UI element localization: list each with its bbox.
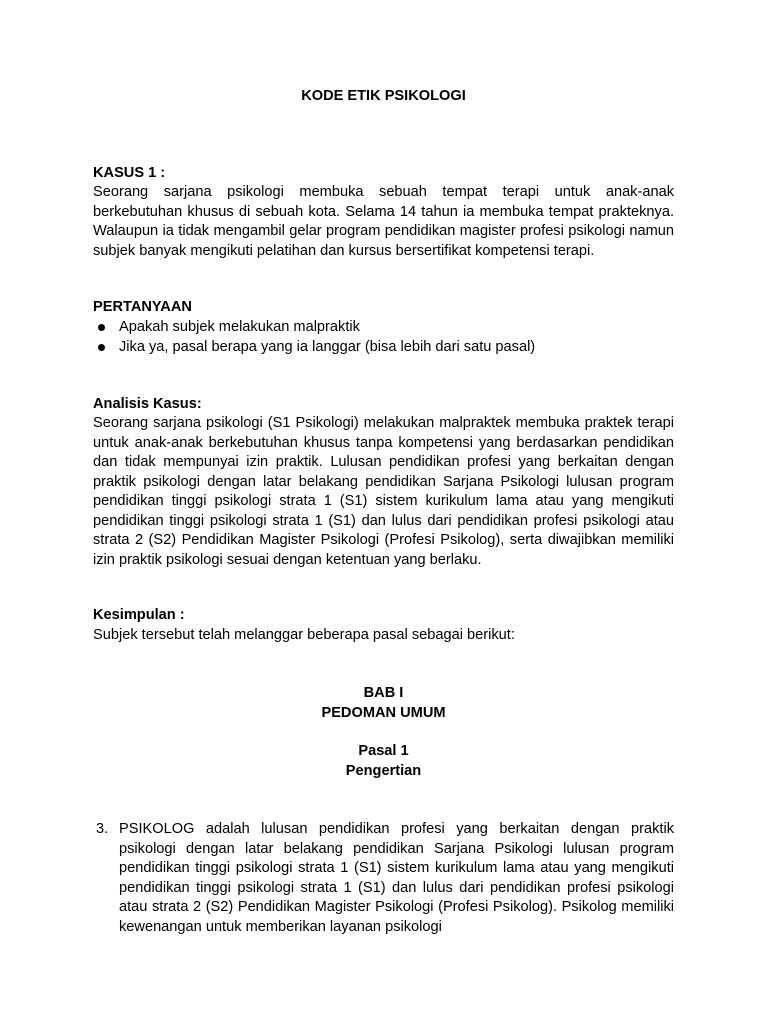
bab-number: BAB I	[363, 685, 404, 701]
kasus-body: Seorang sarjana psikologi membuka sebuah tempat terapi untuk anak-anak berkebutuhan khusus di sebuah kota. Selama 14 tahun ia membuka tempat prakteknya. Walaupun ia tidak mengambil gelar program pendidikan magister profesi psikologi namun subjek banyak mengikuti pelatihan dan kursus bersertifikat kompetensi terapi.	[93, 184, 674, 259]
bab-title: PEDOMAN UMUM	[321, 705, 446, 721]
pertanyaan-heading: PERTANYAAN	[93, 299, 192, 315]
analisis-body: Seorang sarjana psikologi (S1 Psikologi) melakukan malpraktek membuka praktek terapi untuk anak-anak berkebutuhan khusus tanpa kompetensi yang berdasarkan pendidikan dan tidak mempunyai izin praktik. Lulusan pendidikan profesi yang berkaitan dengan praktik psikologi dengan latar belakang pendidikan Sarjana Psikologi lulusan program pendidikan tinggi psikologi strata 1 (S1) sistem kurikulum lama atau yang mengikuti pendidikan tinggi psikologi strata 1 (S1) dan lulus dari pendidikan profesi psikologi atau strata 2 (S2) Pendidikan Magister Psikologi (Profesi Psikolog), serta diwajibkan memiliki izin praktik psikologi sesuai dengan ketentuan yang berlaku.	[93, 415, 674, 568]
document-page: KODE ETIK PSIKOLOGI KASUS 1 : Seorang sarjana psikologi membuka sebuah tempat terapi untuk anak-anak berkebutuhan khusus di sebuah kota. Selama 14 tahun ia membuka tempat prakteknya. Walaupun ia tidak mengambil gelar program pendidikan magister profesi psikologi namun subjek banyak mengikuti pelatihan dan kursus bersertifikat kompetensi terapi. PERTANYAAN Apakah subjek melakukan malpraktik Jika ya, pasal berapa yang ia langgar (bisa lebih dari satu pasal) Analisis Kasus: Seorang sarjana psikologi (S1 Psikologi) melakukan malpraktek membuka praktek terapi untuk anak-anak berkebutuhan khusus tanpa kompetensi yang berdasarkan pendidikan dan tidak mempunyai izin praktik. Lulusan pendidikan profesi yang berkaitan dengan praktik psikologi dengan latar belakang pendidikan Sarjana Psikologi lulusan program pendidikan tinggi psikologi strata 1 (S1) sistem kurikulum lama atau yang mengikuti pendidikan tinggi psikologi strata 1 (S1) dan lulus dari pendidikan profesi psikologi atau strata 2 (S2) Pendidikan Magister Psikologi (Profesi Psikolog), serta diwajibkan memiliki izin praktik psikologi sesuai dengan ketentuan yang berlaku. Kesimpulan : Subjek tersebut telah melanggar beberapa pasal sebagai berikut: BAB I PEDOMAN UMUM Pasal 1 Pengertian 3. PSIKOLOG adalah lulusan pendidikan profesi yang berkaitan dengan praktik psikologi dengan latar belakang pendidikan Sarjana Psikologi lulusan program pendidikan tinggi psikologi strata 1 (S1) sistem kurikulum lama atau yang mengikuti pendidikan tinggi psikologi strata 1 (S1) dan lulus dari pendidikan profesi psikologi atau strata 2 (S2) Pendidikan Magister Psikologi (Profesi Psikolog). Psikolog memiliki kewenangan untuk memberikan layanan psikologi	[93, 0, 674, 1024]
kesimpulan-body: Subjek tersebut telah melanggar beberapa pasal sebagai berikut:	[93, 627, 515, 643]
analisis-heading: Analisis Kasus:	[93, 396, 202, 412]
bullet-icon	[98, 344, 105, 351]
list-number: 3.	[96, 821, 109, 837]
pasal-number: Pasal 1	[358, 743, 409, 759]
list-item-body: PSIKOLOG adalah lulusan pendidikan profesi yang berkaitan dengan praktik psikologi dengan latar belakang pendidikan Sarjana Psikologi lulusan program pendidikan tinggi psikologi strata 1 (S1) sistem kurikulum lama atau yang mengikuti pendidikan tinggi psikologi strata 1 (S1) dan lulus dari pendidikan profesi psikologi atau strata 2 (S2) Pendidikan Magister Psikologi (Profesi Psikolog). Psikolog memiliki kewenangan untuk memberikan layanan psikologi	[119, 821, 674, 935]
document-title: KODE ETIK PSIKOLOGI	[301, 88, 466, 104]
kesimpulan-heading: Kesimpulan :	[93, 607, 185, 623]
kasus-heading: KASUS 1 :	[93, 165, 166, 181]
pasal-title: Pengertian	[345, 763, 422, 779]
bullet-icon	[98, 324, 105, 331]
